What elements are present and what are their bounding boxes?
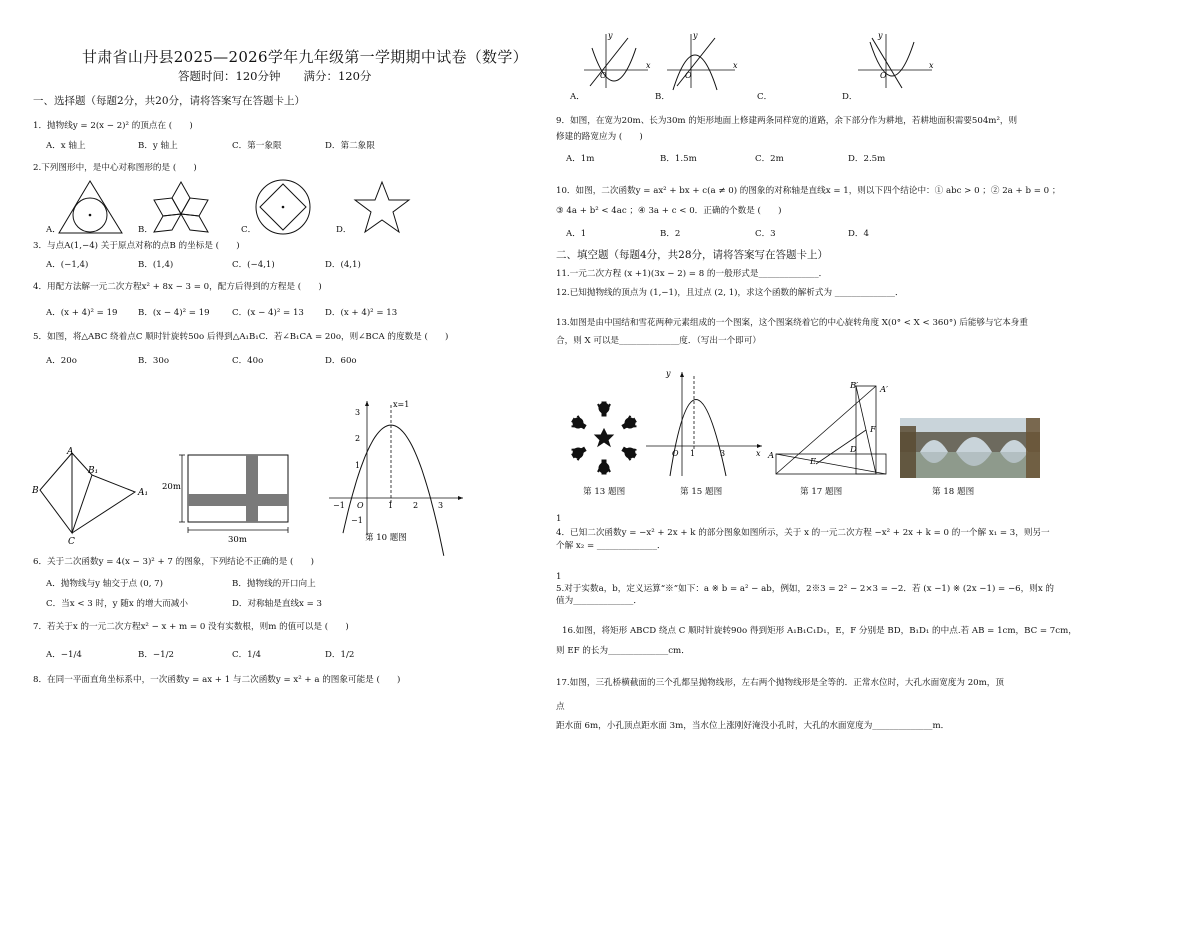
q9-opt-a: A．1m [566,154,595,164]
q17-line3: 距水面 6m，小孔顶点距水面 3m，当水位上涨刚好淹没小孔时，大孔的水面宽度为______________m． [556,721,950,731]
q2-opt-d: D． [336,225,352,235]
q15-mark: 1 [556,572,562,582]
q7-opt-b: B．−1/2 [138,650,174,660]
q10-tick-y2: 2 [355,434,361,443]
q11-text: 11.一元二次方程 (x +1)(3x − 2) = 8 的一般形式是______________． [556,269,828,279]
q8b-y-label: y [693,31,698,40]
q10-tick-y3: 3 [355,408,361,417]
q9-opt-c: C．2m [755,154,784,164]
q10-parabola-figure [325,395,465,545]
q17-line1: 17.如图，三孔桥横截面的三个孔都呈抛物线形，左右两个抛物线形是全等的．正常水位时，大孔水面宽度为 20m，顶 [556,678,1004,688]
q7-opt-a: A．−1/4 [46,650,82,660]
q6-opt-d: D．对称轴是直线x = 3 [232,599,323,609]
q5-label-b: B [32,486,39,496]
q9-opt-d: D．2.5m [848,154,886,164]
q15-tick-1: 1 [690,449,696,458]
q16-line1: 16.如图，将矩形 ABCD 绕点 C 顺时针旋转90o 得到矩形 A₁B₁C₁D₁，E，F 分别是 BD，B₁D₁ 的中点.若 AB = 1cm，BC = 7cm， [562,626,1077,636]
q10-stem-1: 10．如图，二次函数y = ax² + bx + c(a ≠ 0) 的图象的对称轴是直线x = 1，则以下四个结论中：① abc > 0 ；② 2a + b = 0 ； [556,186,1061,196]
q2-stem: 2.下列图形中，是中心对称图形的是 ( ) [33,163,197,173]
q1-opt-a: A．x 轴上 [46,141,86,151]
q15-x-label: x [756,449,761,458]
q5-opt-b: B．30o [138,356,170,366]
q8d-x-label: x [929,61,934,70]
caption-q18: 第 18 题图 [932,487,975,497]
q8-opt-d: D． [842,92,858,102]
q10-tick-ym1: −1 [351,516,363,525]
q10-caption: 第 10 题图 [365,533,407,543]
q10-stem-2: ③ 4a + b² < 4ac ；④ 3a + c < 0．正确的个数是 ( ) [556,206,782,216]
q5-label-a: A [67,447,74,457]
q15-y-label: y [666,369,671,378]
q15-parabola-figure [644,368,764,478]
q15-line1: 5.对于实数a，b，定义运算“※”如下：a ※ b = a² − ab，例如，2※3 = 2² − 2×3 = −2．若 (x −1) ※ (2x −1) = −6，则x 的 [556,584,1054,594]
caption-q13: 第 13 题图 [583,487,626,497]
q17-label-a: A [768,451,775,461]
q5-label-c: C [68,537,75,547]
q10-opt-a: A．1 [566,229,587,239]
page-title: 甘肃省山丹县2025—2026学年九年级第一学期期中试卷（数学） [82,48,528,66]
q16-line2: 则 EF 的长为______________cm． [556,646,690,656]
q10-axis-label: x=1 [393,400,410,409]
q3-opt-c: C．(−4,1) [232,260,275,270]
q9-opt-b: B．1.5m [660,154,697,164]
q13-snowflake-figure [562,398,648,478]
q17-rectangle-figure [770,380,900,480]
q9-label-width: 20m [162,482,181,492]
q5-opt-c: C．40o [232,356,264,366]
q10-opt-c: C．3 [755,229,776,239]
q9-label-length: 30m [228,535,247,545]
q9-stem-2: 修建的路宽应为 ( ) [556,132,643,142]
q3-opt-a: A．(−1,4) [46,260,89,270]
q13-line2: 合，则 X 可以是______________度．（写出一个即可） [556,336,761,346]
q3-stem: 3．与点A(1,−4) 关于原点对称的点B 的坐标是 ( ) [33,241,240,251]
q1-opt-c: C．第一象限 [232,141,282,151]
q2-circle-square-figure [254,178,314,238]
q8-opt-c: C． [757,92,773,102]
q14-line2: 个解 x₂ = ______________． [556,541,666,551]
q7-stem: 7．若关于x 的一元二次方程x² − x + m = 0 没有实数根，则m 的值可以是 ( ) [33,622,349,632]
q5-label-a1: A₁ [138,488,149,498]
q17-label-b1: B′ [850,381,859,391]
q8-graph-d [856,30,936,92]
q17-line2: 点 [556,702,565,712]
q10-opt-d: D．4 [848,229,869,239]
q13-line1: 13.如图是由中国结和雪花两种元素组成的一个图案，这个图案绕着它的中心旋转角度 X(0° < X < 360°) 后能够与它本身重 [556,318,1028,328]
q2-triangle-figure [56,178,126,236]
q10-tick-x1: 1 [388,501,394,510]
q10-tick-xm1: −1 [333,501,345,510]
q9-road-figure [160,450,300,545]
q8-graph-a [582,30,652,92]
q5-label-b1: B₁ [88,466,99,476]
q18-bridge-photo [900,418,1040,478]
q2-opt-a: A． [46,225,61,235]
q17-label-d: D [850,445,857,455]
q6-opt-b: B．抛物线的开口向上 [232,579,316,589]
q10-tick-x2: 2 [413,501,419,510]
q2-opt-b: B． [138,225,153,235]
section1-heading: 一、选择题（每题2分，共20分，请将答案写在答题卡上） [33,95,306,107]
q5-opt-a: A．20o [46,356,77,366]
q17-label-e: E [810,457,817,467]
q8b-origin: O [685,71,692,80]
q6-stem: 6．关于二次函数y = 4(x − 3)² + 7 的图象，下列结论不正确的是 ( ) [33,557,314,567]
q14-line1: 4．已知二次函数y = −x² + 2x + k 的部分图象如图所示，关于 x 的一元二次方程 −x² + 2x + k = 0 的一个解 x₁ = 3，则另一 [556,528,1050,538]
q6-opt-c: C．当x < 3 时，y 随x 的增大而减小 [46,599,188,609]
q2-opt-c: C． [241,225,257,235]
q17-label-a1: A′ [880,385,889,395]
q4-opt-d: D．(x + 4)² = 13 [325,308,398,318]
q8-stem: 8．在同一平面直角坐标系中，一次函数y = ax + 1 与二次函数y = x² + a 的图象可能是 ( ) [33,675,401,685]
q8a-origin: O [600,71,607,80]
q4-stem: 4．用配方法解一元二次方程x² + 8x − 3 = 0，配方后得到的方程是 ( ) [33,282,322,292]
q8-graph-b [665,30,740,92]
q2-three-diamonds-figure [150,180,214,236]
section2-heading: 二、填空题（每题4分，共28分，请将答案写在答题卡上） [556,249,829,261]
q8d-origin: O [880,71,887,80]
q4-opt-b: B．(x − 4)² = 19 [138,308,210,318]
q8a-x-label: x [646,61,651,70]
q4-opt-c: C．(x − 4)² = 13 [232,308,304,318]
q10-tick-y1: 1 [355,461,361,470]
q3-opt-b: B．(1,4) [138,260,174,270]
q14-mark: 1 [556,514,562,524]
q15-tick-3: 3 [720,449,726,458]
q1-stem: 1．抛物线y = 2(x − 2)² 的顶点在 ( ) [33,121,193,131]
q4-opt-a: A．(x + 4)² = 19 [46,308,118,318]
q15-origin: O [672,449,679,458]
q12-text: 12.已知抛物线的顶点为 (1,−1)，且过点 (2, 1)，求这个函数的解析式为 ______________． [556,288,904,298]
q10-tick-x3: 3 [438,501,444,510]
q7-opt-c: C．1/4 [232,650,261,660]
q6-opt-a: A．抛物线与y 轴交于点 (0, 7) [46,579,163,589]
q9-stem-1: 9．如图，在宽为20m、长为30m 的矩形地面上修建两条同样宽的道路，余下部分作为耕地，若耕地面积需要504m²，则 [556,116,1018,126]
q5-stem: 5．如图，将△ABC 绕着点C 顺时针旋转50o 后得到△A₁B₁C．若∠B₁CA = 20o，则∠BCA 的度数是 ( ) [33,332,449,342]
q5-opt-d: D．60o [325,356,357,366]
q1-opt-d: D．第二象限 [325,141,375,151]
q15-line2: 值为______________． [556,596,642,606]
q2-star-figure [354,180,412,236]
q7-opt-d: D．1/2 [325,650,355,660]
q3-opt-d: D．(4,1) [325,260,361,270]
q8-opt-b: B． [655,92,670,102]
q1-opt-b: B．y 轴上 [138,141,178,151]
q17-label-f: F [870,425,876,435]
q8d-y-label: y [878,31,883,40]
q8a-y-label: y [608,31,613,40]
caption-q17: 第 17 题图 [800,487,843,497]
q10-opt-b: B．2 [660,229,681,239]
q10-origin: O [357,501,364,510]
q8b-x-label: x [733,61,738,70]
q8-opt-a: A． [570,92,585,102]
q5-rotation-figure [30,445,155,545]
caption-q15: 第 15 题图 [680,487,723,497]
exam-info: 答题时间：120分钟 满分：120分 [178,69,372,83]
